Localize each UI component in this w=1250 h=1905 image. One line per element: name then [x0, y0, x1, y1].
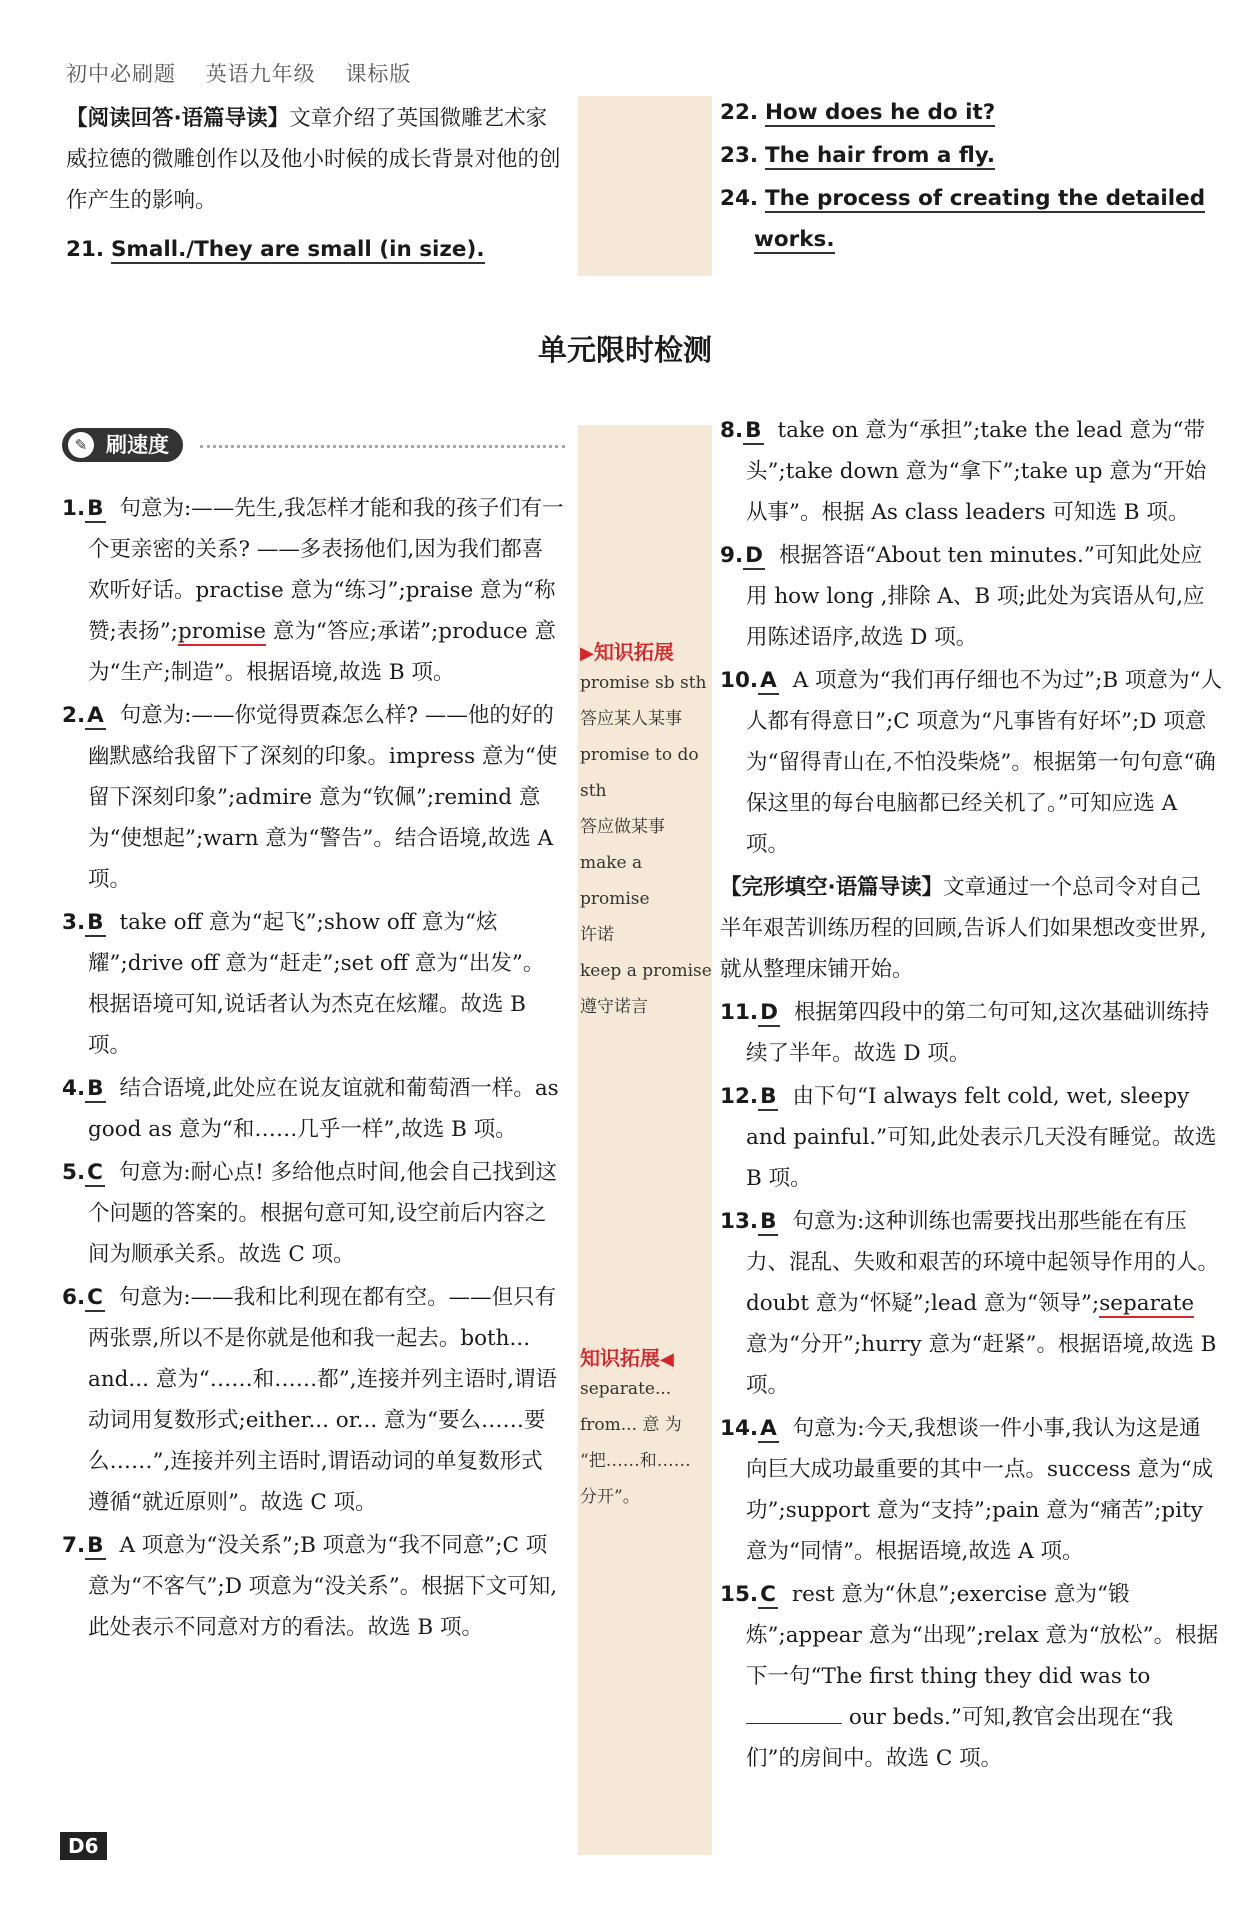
ext1-title: 知识拓展: [593, 640, 674, 664]
answer-item: [720, 660, 1222, 865]
explanation-cont: 意为“答应;承诺”;produce 意为“生产;制造”。根据语境,故选 B 项。: [88, 619, 556, 685]
explanation: 结合语境,此处应在说友谊就和葡萄酒一样。as good as 意为“和……几乎一样”,故选 B 项。: [88, 1076, 559, 1142]
answer-letter: B: [760, 1209, 777, 1234]
answer-item: [720, 1201, 1222, 1406]
question-number: 15.: [720, 1582, 759, 1607]
answer-letter: C: [87, 1160, 103, 1185]
reading-guide-text: 文章介绍了英国微雕艺术家威拉德的微雕创作以及他小时候的成长背景对他的创作产生的影响。: [66, 106, 561, 213]
book-title: 初中必刷题: [66, 62, 176, 86]
answer-letter: B: [760, 1084, 777, 1109]
cloze-guide-text: 文章通过一个总司令对自己半年艰苦训练历程的回顾,告诉人们如果想改变世界,就从整理床铺开始。: [720, 875, 1207, 982]
answer-item: [720, 1574, 1222, 1779]
page-number: D6: [60, 1832, 107, 1860]
explanation: 句意为:——你觉得贾森怎么样? ——他的好的幽默感给我留下了深刻的印象。impress 意为“使留下深刻印象”;admire 意为“钦佩”;remind 意为“使想起”;warn 意为“警告”。结合语境,故选 A 项。: [88, 703, 558, 892]
question-number: 6.: [62, 1285, 86, 1310]
answer-text: The process of creating the detailed works.: [754, 186, 1206, 252]
badge-label: 刷速度: [106, 433, 169, 457]
extension-line: make a promise: [580, 853, 650, 909]
answer-line: [720, 178, 1222, 260]
answer-item: [62, 1068, 564, 1150]
question-number: 7.: [62, 1533, 86, 1558]
answer-text: The hair from a fly.: [764, 143, 996, 168]
explanation: take on 意为“承担”;take the lead 意为“带头”;take down 意为“拿下”;take up 意为“开始从事”。根据 As class leaders 可知选 B 项。: [746, 418, 1207, 525]
speed-badge: [62, 428, 183, 462]
explanation: 句意为:耐心点! 多给他点时间,他会自己找到这个问题的答案的。根据句意可知,设空前后内容之间为顺承关系。故选 C 项。: [88, 1160, 557, 1267]
answer-item: [720, 535, 1222, 658]
answer-letter: B: [87, 1076, 104, 1101]
pencil-icon: ✎: [68, 432, 94, 458]
cloze-guide-title: 【完形填空·语篇导读】: [720, 875, 944, 900]
extension-line: promise to do sth: [580, 745, 699, 801]
answer-letter: B: [745, 418, 762, 443]
answers-22-24: [720, 92, 1222, 262]
question-number: 5.: [62, 1160, 86, 1185]
question-number: 22.: [720, 100, 759, 125]
explanation: 根据答语“About ten minutes.”可知此处应用 how long ,排除 A、B 项;此处为宾语从句,应用陈述语序,故选 D 项。: [746, 543, 1205, 650]
arrow-left-icon: ◀: [660, 1349, 674, 1370]
right-answer-column: [720, 410, 1222, 1781]
reading-guide: [66, 98, 566, 272]
answer-item: [62, 1525, 564, 1648]
left-answer-column: [62, 488, 564, 1650]
answer-21: Small./They are small (in size).: [110, 237, 485, 262]
answer-letter: D: [760, 1000, 778, 1025]
explanation-cont: 意为“分开”;hurry 意为“赶紧”。根据语境,故选 B 项。: [746, 1332, 1217, 1398]
answer-item: [62, 1152, 564, 1275]
answer-line: [720, 135, 1222, 176]
subject-title: 英语九年级: [205, 62, 316, 86]
question-number: 3.: [62, 910, 86, 935]
extension-line: 分开”。: [580, 1487, 640, 1507]
extension-line: 遵守诺言: [580, 997, 648, 1017]
question-number: 13.: [720, 1209, 759, 1234]
answer-letter: A: [760, 1416, 777, 1441]
answer-letter: C: [760, 1582, 776, 1607]
answer-item: [62, 695, 564, 900]
question-number: 8.: [720, 418, 744, 443]
blank-line: [746, 1723, 842, 1724]
extension-line: keep a promise: [580, 961, 712, 981]
section-title: 单元限时检测: [537, 333, 712, 367]
explanation: 由下句“I always felt cold, wet, sleepy and painful.”可知,此处表示几天没有睡觉。故选 B 项。: [746, 1084, 1217, 1191]
answer-letter: A: [760, 668, 777, 693]
answer-letter: A: [87, 703, 104, 728]
answer-item: [720, 410, 1222, 533]
middle-band-top: [578, 96, 712, 276]
knowledge-extension-2: [580, 1342, 714, 1515]
arrow-icon: ▶: [580, 643, 594, 664]
explanation: A 项意为“我们再仔细也不为过”;B 项意为“人人都有得意日”;C 项意为“凡事皆有好坏”;D 项意为“留得青山在,不怕没柴烧”。根据第一句句意“确保这里的每台电脑都已经关机了。”可知应选 A 项。: [746, 668, 1222, 857]
explanation-cont: our beds.”可知,教官会出现在“我们”的房间中。故选 C 项。: [746, 1705, 1174, 1771]
explanation: 句意为:——先生,我怎样才能和我的孩子们有一个更亲密的关系? ——多表扬他们,因为我们都喜欢听好话。practise 意为“练习”;praise 意为“称赞;表扬”;: [88, 496, 564, 644]
explanation: 根据第四段中的第二句可知,这次基础训练持续了半年。故选 D 项。: [746, 1000, 1210, 1066]
extension-line: 答应做某事: [580, 817, 665, 837]
answer-item: [62, 902, 564, 1066]
question-number: 12.: [720, 1084, 759, 1109]
question-number: 4.: [62, 1076, 86, 1101]
answer-letter: C: [87, 1285, 103, 1310]
question-number: 11.: [720, 1000, 759, 1025]
extension-line: promise sb sth: [580, 673, 707, 693]
explanation: A 项意为“没关系”;B 项意为“我不同意”;C 项意为“不客气”;D 项意为“没关系”。根据下文可知,此处表示不同意对方的看法。故选 B 项。: [88, 1533, 558, 1640]
reading-guide-title: 【阅读回答·语篇导读】: [66, 106, 290, 131]
dotted-divider: [200, 445, 565, 448]
knowledge-extension-1: [580, 636, 714, 1025]
highlighted-word: promise: [177, 619, 266, 644]
question-number: 1.: [62, 496, 86, 521]
extension-line: from... 意 为: [580, 1415, 682, 1435]
answer-text: How does he do it?: [764, 100, 996, 125]
question-number: 2.: [62, 703, 86, 728]
answer-letter: B: [87, 910, 104, 935]
question-number: 10.: [720, 668, 759, 693]
explanation: rest 意为“休息”;exercise 意为“锻炼”;appear 意为“出现”;relax 意为“放松”。根据下一句“The first thing they did was to: [746, 1582, 1219, 1689]
explanation: 句意为:今天,我想谈一件小事,我认为这是通向巨大成功最重要的其中一点。success 意为“成功”;support 意为“支持”;pain 意为“痛苦”;pity 意为“同情”。根据语境,故选 A 项。: [746, 1416, 1214, 1564]
answer-item: [720, 1076, 1222, 1199]
ext2-title: 知识拓展: [580, 1346, 660, 1370]
extension-line: separate...: [580, 1379, 672, 1399]
cloze-guide: [720, 867, 1222, 990]
extension-line: “把……和……: [580, 1451, 691, 1471]
answer-item: [62, 488, 564, 693]
answer-item: [62, 1277, 564, 1523]
question-number: 24.: [720, 186, 759, 211]
question-number: 9.: [720, 543, 744, 568]
page-header: [66, 58, 433, 88]
answer-letter: D: [745, 543, 763, 568]
answer-item: [720, 1408, 1222, 1572]
question-number: 14.: [720, 1416, 759, 1441]
answer-letter: B: [87, 496, 104, 521]
edition-label: 课标版: [345, 62, 412, 86]
explanation: 句意为:——我和比利现在都有空。——但只有两张票,所以不是你就是他和我一起去。both... and... 意为“……和……都”,连接并列主语时,谓语动词用复数形式;either... or... 意为“要么……要么……”,连接并列主语时,谓语动词的单复数形式遵循“就近原则”。故选 C 项。: [88, 1285, 557, 1515]
explanation: take off 意为“起飞”;show off 意为“炫耀”;drive off 意为“赶走”;set off 意为“出发”。根据语境可知,说话者认为杰克在炫耀。故选 B 项。: [88, 910, 545, 1058]
question-number: 23.: [720, 143, 759, 168]
question-number: 21.: [66, 237, 105, 262]
answer-item: [720, 992, 1222, 1074]
extension-line: 许诺: [580, 925, 614, 945]
highlighted-word: separate: [1099, 1291, 1195, 1316]
answer-line: [720, 92, 1222, 133]
extension-line: 答应某人某事: [580, 709, 682, 729]
explanation: 句意为:这种训练也需要找出那些能在有压力、混乱、失败和艰苦的环境中起领导作用的人。doubt 意为“怀疑”;lead 意为“领导”;: [746, 1209, 1220, 1316]
answer-letter: B: [87, 1533, 104, 1558]
